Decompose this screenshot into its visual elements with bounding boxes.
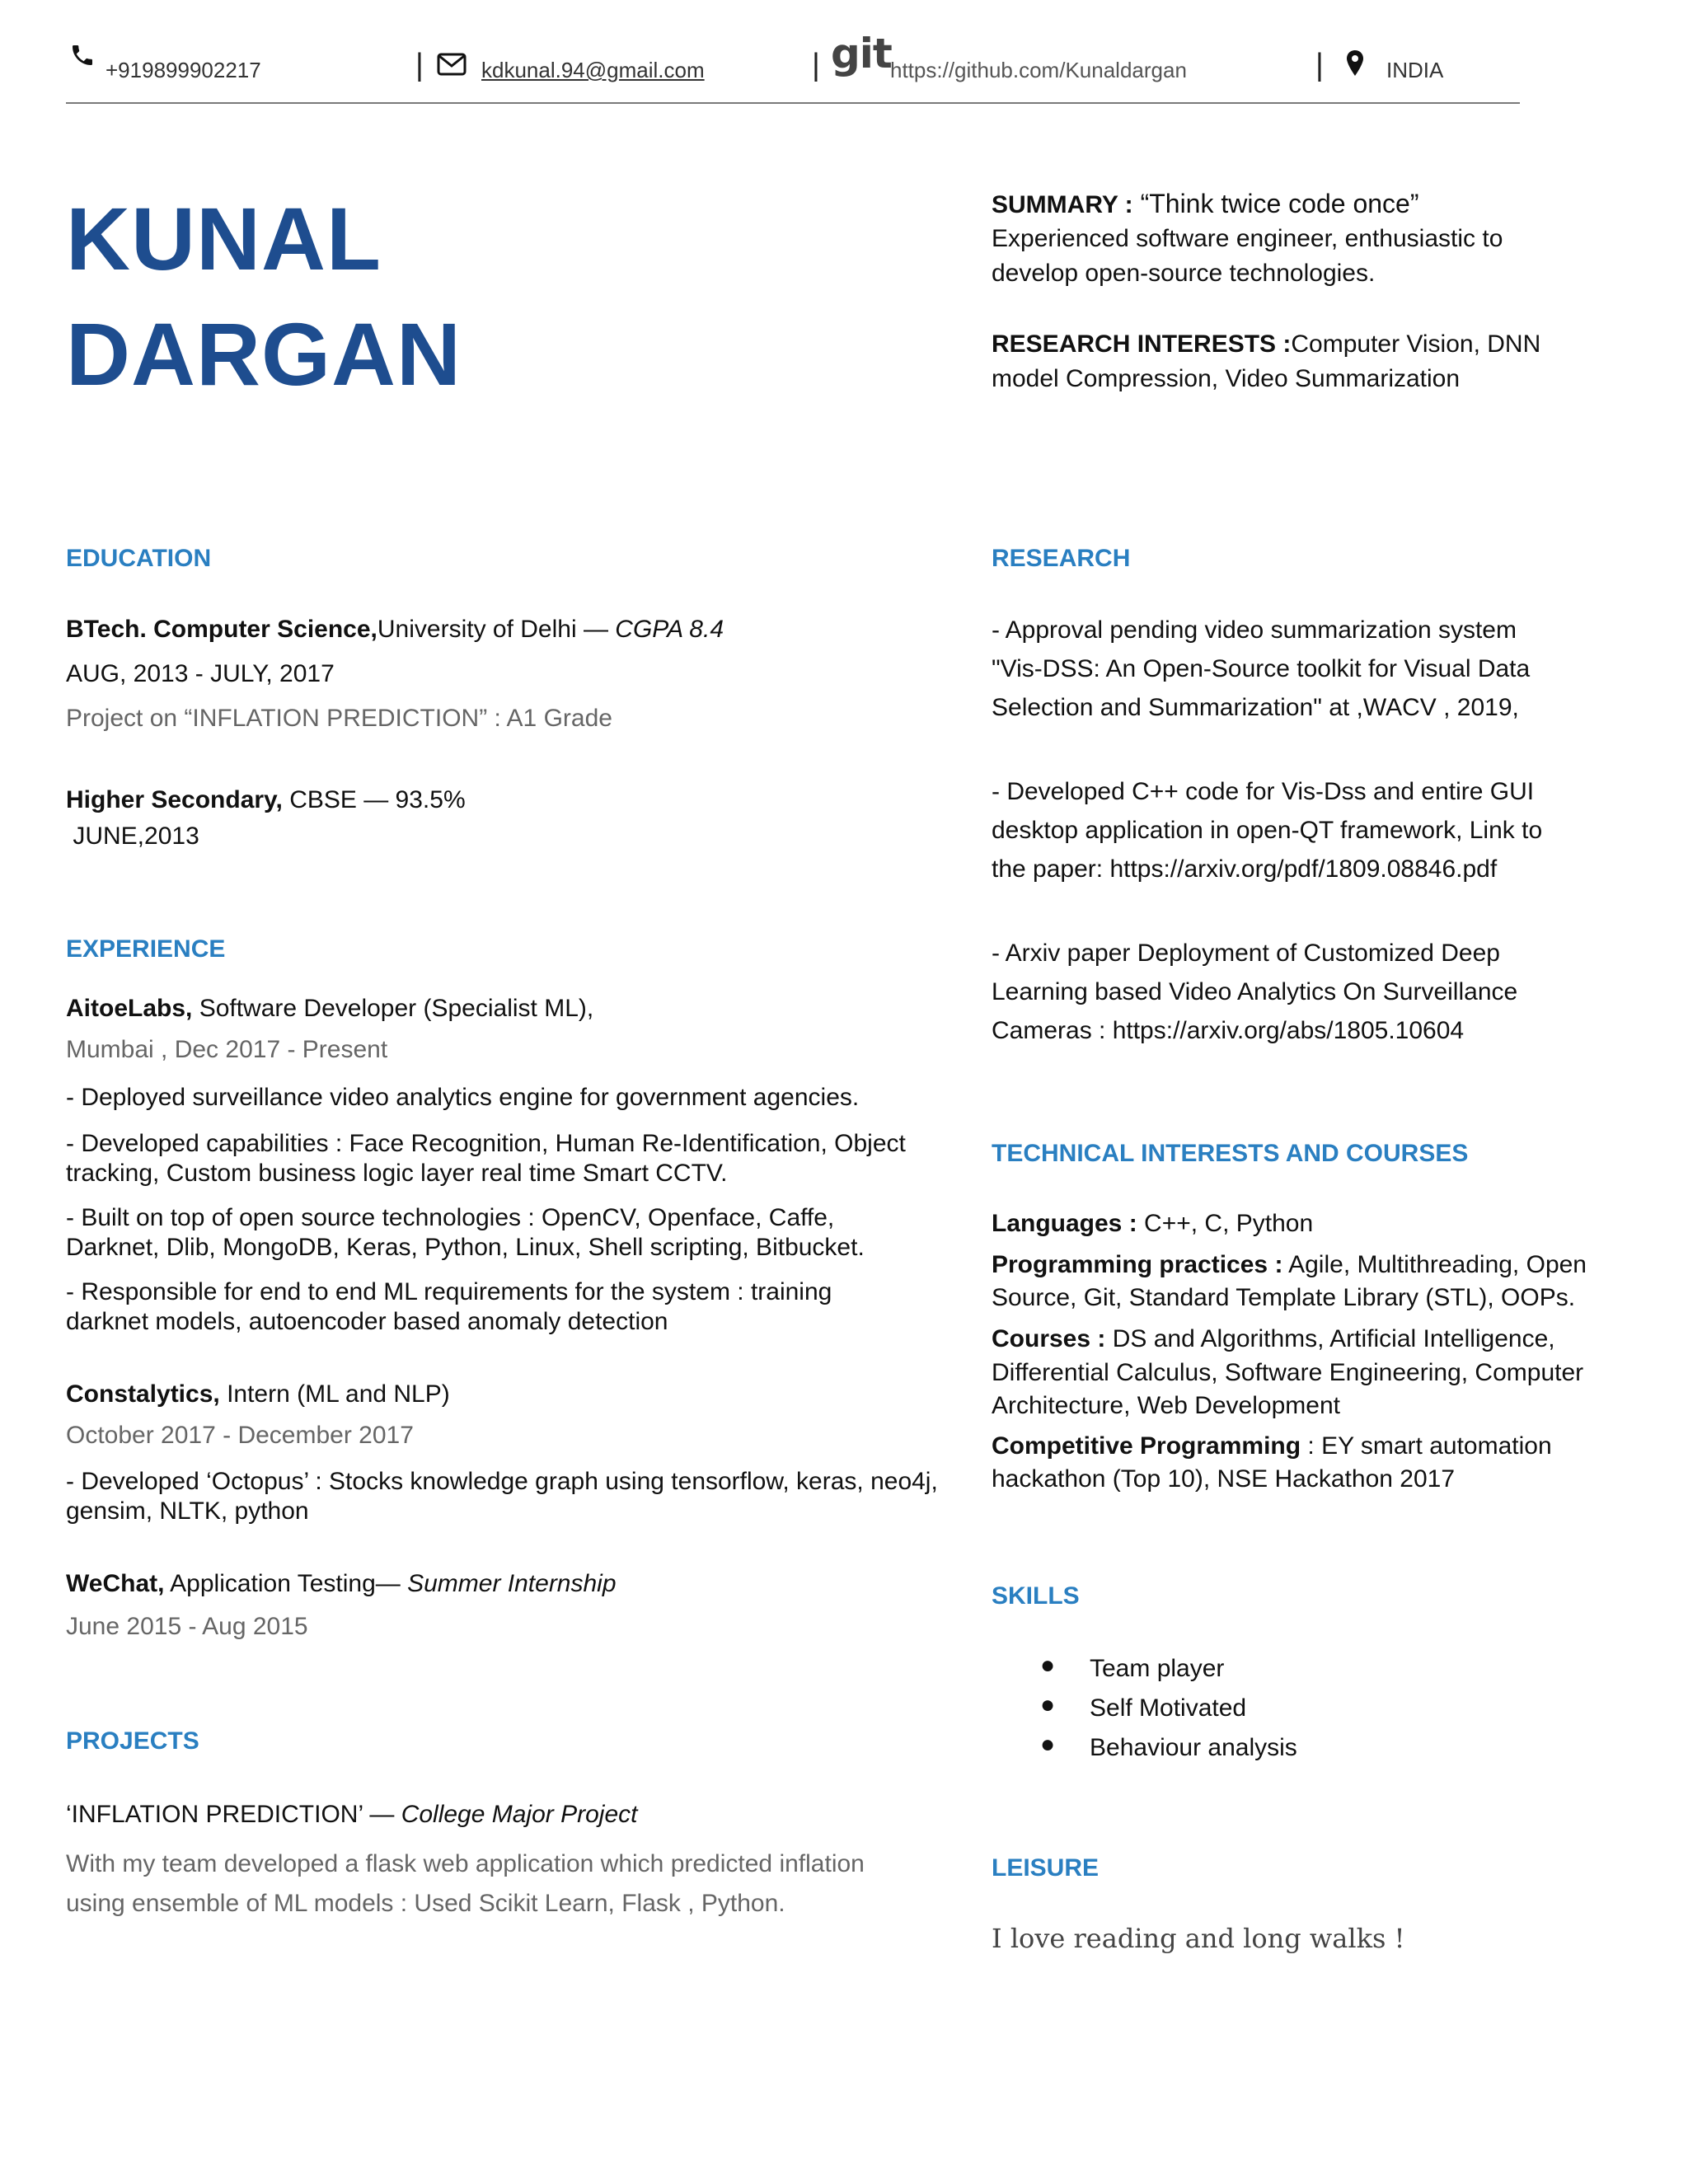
role: Software Developer (Specialist ML), (192, 995, 594, 1022)
courses-text: Architecture, Web Development (992, 1392, 1340, 1419)
practices-label: Programming practices : (992, 1251, 1283, 1278)
research-interests-label: RESEARCH INTERESTS : (992, 330, 1292, 358)
role: Application Testing— (164, 1570, 408, 1597)
dates: AUG, 2013 - JULY, 2017 (66, 660, 335, 687)
languages-label: Languages : (992, 1210, 1137, 1237)
git-logo-icon: git (831, 30, 892, 77)
project-title: ‘INFLATION PREDICTION’ — (66, 1801, 401, 1828)
research-interests-block (992, 330, 1651, 394)
project-description: using ensemble of ML models : Used Scikit Learn, Flask , Python. (66, 1890, 785, 1917)
research-line: - Arxiv paper Deployment of Customized Deep (992, 940, 1500, 967)
email-link[interactable]: kdkunal.94@gmail.com (481, 58, 705, 82)
company-name: AitoeLabs, (66, 995, 193, 1022)
project-note: Project on “INFLATION PREDICTION” : A1 Grade (66, 705, 612, 732)
job-bullet: tracking, Custom business logic layer real time Smart CCTV. (66, 1160, 728, 1187)
list-item (1040, 1691, 1617, 1733)
section-heading-experience: EXPERIENCE (66, 935, 226, 963)
research-link[interactable]: the paper: https://arxiv.org/pdf/1809.08846.pdf (992, 855, 1498, 883)
research-line: - Approval pending video summarization system (992, 616, 1517, 644)
hs-text: CBSE — 93.5% (282, 786, 466, 813)
research-item (992, 939, 1667, 1046)
research-interests-text: Computer Vision, DNN (1291, 330, 1541, 358)
experience-constalytics (66, 1380, 981, 1526)
bullet-icon: ● (1040, 1652, 1056, 1679)
bullet-icon: ● (1040, 1691, 1056, 1718)
name-last: DARGAN (66, 304, 462, 404)
section-heading-skills: SKILLS (992, 1582, 1080, 1610)
header-divider (66, 102, 1520, 104)
job-bullet: - Built on top of open source technologies : OpenCV, Openface, Caffe, (66, 1204, 835, 1231)
company-name: WeChat, (66, 1570, 165, 1597)
education-btech (66, 615, 931, 733)
research-line: Learning based Video Analytics On Surveillance (992, 978, 1518, 1005)
project-description: With my team developed a flask web application which predicted inflation (66, 1850, 865, 1877)
job-bullet: - Deployed surveillance video analytics engine for government agencies. (66, 1084, 860, 1111)
project-inflation (66, 1800, 973, 1919)
envelope-icon (437, 53, 467, 76)
courses-text: Differential Calculus, Software Engineering, Computer (992, 1359, 1584, 1386)
school-name: University of Delhi — (377, 616, 616, 643)
bullet-icon: ● (1040, 1731, 1056, 1758)
name-first: KUNAL (66, 189, 382, 288)
research-line: Selection and Summarization" at ,WACV , 2019, (992, 694, 1519, 721)
technical-block (992, 1209, 1667, 1494)
competitive-label: Competitive Programming (992, 1432, 1301, 1460)
role: Intern (ML and NLP) (219, 1380, 450, 1408)
job-bullet: - Developed ‘Octopus’ : Stocks knowledge graph using tensorflow, keras, neo4j, (66, 1468, 938, 1495)
separator: | (1315, 48, 1324, 82)
contact-bar (0, 0, 1688, 107)
degree-title: BTech. Computer Science, (66, 616, 377, 643)
experience-wechat (66, 1569, 973, 1642)
skills-list (1040, 1654, 1617, 1773)
summary-block (992, 188, 1651, 293)
section-heading-education: EDUCATION (66, 545, 212, 572)
location-text: INDIA (1386, 58, 1444, 82)
role-type: Summer Internship (407, 1570, 617, 1597)
job-bullet: darknet models, autoencoder based anomaly detection (66, 1308, 668, 1335)
github-link[interactable]: https://github.com/Kunaldargan (890, 58, 1187, 82)
job-bullet: - Developed capabilities : Face Recognition, Human Re-Identification, Object (66, 1130, 906, 1157)
courses-label: Courses : (992, 1325, 1106, 1352)
education-higher-secondary (66, 785, 931, 851)
job-meta: Mumbai , Dec 2017 - Present (66, 1036, 388, 1063)
phone-icon (69, 41, 96, 69)
research-line: "Vis-DSS: An Open-Source toolkit for Visual Data (992, 655, 1531, 682)
list-item (1040, 1733, 1617, 1773)
research-line: desktop application in open-QT framework, Link to (992, 817, 1543, 844)
leisure-text: I love reading and long walks ! (992, 1923, 1405, 1954)
research-link[interactable]: Cameras : https://arxiv.org/abs/1805.10604 (992, 1017, 1465, 1044)
map-pin-icon (1345, 49, 1365, 77)
courses-text: DS and Algorithms, Artificial Intelligence, (1105, 1325, 1555, 1352)
section-heading-leisure: LEISURE (992, 1854, 1100, 1882)
practices-text: Source, Git, Standard Template Library (STL), OOPs. (992, 1284, 1576, 1311)
job-meta: June 2015 - Aug 2015 (66, 1613, 308, 1640)
section-heading-projects: PROJECTS (66, 1727, 199, 1755)
company-name: Constalytics, (66, 1380, 220, 1408)
job-bullet: gensim, NLTK, python (66, 1497, 309, 1525)
skill-name: Self Motivated (1090, 1694, 1247, 1722)
job-bullet: - Responsible for end to end ML requirements for the system : training (66, 1278, 832, 1305)
list-item (1040, 1654, 1617, 1694)
competitive-text: : EY smart automation (1301, 1432, 1552, 1460)
languages-text: C++, C, Python (1137, 1210, 1314, 1237)
section-heading-research: RESEARCH (992, 545, 1131, 572)
hs-label: Higher Secondary, (66, 786, 283, 813)
summary-line: develop open-source technologies. (992, 260, 1376, 287)
skill-name: Team player (1090, 1655, 1225, 1682)
research-item (992, 777, 1667, 884)
skill-name: Behaviour analysis (1090, 1734, 1297, 1761)
research-item (992, 616, 1667, 723)
summary-quote: “Think twice code once” (1132, 189, 1419, 218)
job-bullet: Darknet, Dlib, MongoDB, Keras, Python, Linux, Shell scripting, Bitbucket. (66, 1234, 865, 1261)
competitive-text: hackathon (Top 10), NSE Hackathon 2017 (992, 1465, 1456, 1493)
experience-aitoelabs (66, 994, 973, 1337)
section-heading-technical: TECHNICAL INTERESTS AND COURSES (992, 1140, 1469, 1167)
separator: | (812, 48, 820, 82)
practices-text: Agile, Multithreading, Open (1282, 1251, 1587, 1278)
separator: | (415, 48, 424, 82)
project-subtitle: College Major Project (401, 1801, 638, 1828)
summary-line: Experienced software engineer, enthusiastic to (992, 225, 1503, 252)
cgpa: CGPA 8.4 (615, 616, 724, 643)
hs-date: JUNE,2013 (66, 823, 199, 850)
research-interests-line: model Compression, Video Summarization (992, 365, 1461, 392)
summary-label: SUMMARY : (992, 191, 1133, 218)
research-line: - Developed C++ code for Vis-Dss and entire GUI (992, 778, 1535, 805)
phone-number[interactable]: +919899902217 (106, 58, 261, 82)
job-meta: October 2017 - December 2017 (66, 1422, 414, 1449)
